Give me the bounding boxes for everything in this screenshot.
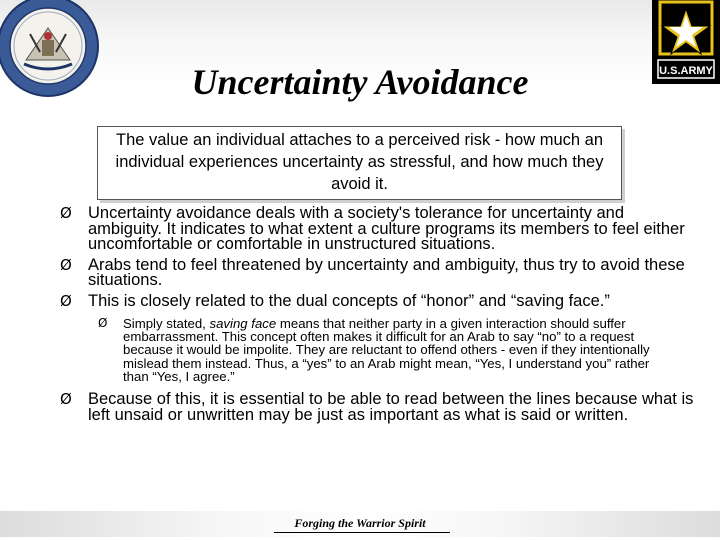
sub-bullet-emphasis: saving face [209, 316, 277, 331]
footer-text: Forging the Warrior Spirit [294, 516, 426, 530]
arrow-bullet-icon: Ø [60, 204, 72, 222]
arrow-bullet-icon: Ø [60, 390, 72, 409]
bullet-item [60, 291, 700, 310]
bullet-text: Arabs tend to feel threatened by uncertainty and ambiguity, thus try to avoid these situations. [88, 255, 685, 289]
logo-text: U.S.ARMY [659, 65, 713, 77]
definition-box [97, 126, 622, 200]
arrow-bullet-icon: Ø [98, 316, 108, 330]
bullet-item [60, 392, 700, 423]
bullet-list [60, 206, 700, 423]
bullet-item [60, 206, 700, 253]
definition-text: The value an individual attaches to a perceived risk - how much an individual experiences uncertainty as stressful, and how much they avoid it. [115, 131, 604, 193]
arrow-bullet-icon: Ø [60, 255, 72, 274]
footer-bar [0, 511, 720, 537]
arrow-bullet-icon: Ø [60, 291, 72, 310]
bullet-text: This is closely related to the dual concepts of “honor” and “saving face.” [88, 291, 610, 310]
bullet-item [60, 255, 700, 289]
bullet-text: Because of this, it is essential to be able to read between the lines because what is left unsaid or unwritten may be just as important as what is said or written. [88, 390, 694, 424]
page-title: Uncertainty Avoidance [191, 62, 529, 102]
sub-bullet-before: Simply stated, [123, 316, 210, 331]
sub-bullet-item [98, 317, 653, 383]
bullet-text: Uncertainty avoidance deals with a society's tolerance for uncertainty and ambiguity. It indicates to what extent a culture programs its members to feel either uncomfortable or comfortable in unstructured situations. [88, 204, 685, 253]
footer-rule [274, 532, 450, 533]
sub-bullet-after: means that neither party in a given interaction should suffer embarrassment. This concept often makes it difficult for an Arab to say “no” to a request because it would be impolite. They are reluctant to offend others - even if they intentionally mislead them instead. Thus, a “yes” to an Arab might mean, “Yes, I understand you” rather than “Yes, I agree.” [123, 316, 650, 384]
